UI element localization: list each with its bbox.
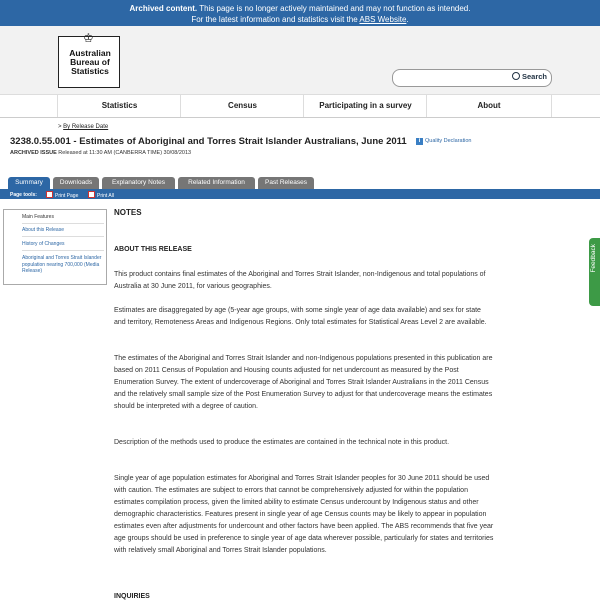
sidebar-divider [22,236,104,237]
inquiries-heading: INQUIRIES [114,593,150,600]
tab-downloads[interactable]: Downloads [53,177,99,189]
tab-summary[interactable]: Summary [8,177,50,189]
breadcrumb-link[interactable]: By Release Date [63,124,109,130]
search-input[interactable] [397,72,511,85]
issue-info [10,150,191,156]
page-tools-label: Page tools: [10,192,37,198]
tab-explanatory-notes[interactable]: Explanatory Notes [102,177,175,189]
sidebar-divider [22,250,104,251]
nav-census[interactable]: Census [180,95,304,117]
paragraph-1: This product contains final estimates of the Aboriginal and Torres Strait Islander, non-Indigenous and total populations of Australia at 30 June 2011, for various geographies. [114,271,486,290]
print-all-button[interactable] [88,191,114,200]
abs-website-link[interactable]: ABS Website [359,15,407,24]
sidebar-divider [22,223,104,224]
crest-icon: ♔ [83,31,94,45]
sidebar-item-history[interactable]: History of Changes [22,241,65,247]
sidebar-item-main-features[interactable]: Main Features [22,214,54,220]
pdf-icon [88,191,95,198]
page-tools-bar [0,191,600,199]
paragraph-5: Single year of age population estimates for Aboriginal and Torres Strait Islander peoples for 30 June 2011 should be used with caution. The estimates are subject to errors that cannot be comprehensively adjusted for within the population estimates compilation process, given the limited ability to estimate Census undercount by Indigenous status and other demographic characteristics. Features present in single year of age Census counts may be likely to appear in population estimates even after adjustments for undercount and other factors have been applied. The ABS recommends that five year age groups should be used in preference to single year of age data wherever possible, particularly for states and territories with relatively small Aboriginal and Torres Strait Islander populations. [114,475,494,554]
banner-line2-prefix: For the latest information and statistics visit the [191,15,360,24]
sidebar [3,209,107,285]
notes-heading: NOTES [114,208,142,217]
search-button[interactable] [512,72,547,81]
breadcrumb-prefix: > [58,124,64,130]
issue-label: ARCHIVED ISSUE [10,150,57,156]
info-icon: i [416,138,423,145]
nav-participating[interactable]: Participating in a survey [303,95,427,117]
site-header [0,26,600,95]
logo-text: Australian Bureau of Statistics [69,48,111,76]
tab-related-information[interactable]: Related Information [178,177,255,189]
tab-past-releases[interactable]: Past Releases [258,177,314,189]
print-icon [46,191,53,198]
paragraph-2: Estimates are disaggregated by age (5-year age groups, with some single year of age data available) and sex for state and territory, Remoteness Areas and Indigenous Regions. Only total estimates for Statistical Areas Level 2 are available. [114,307,487,326]
issue-text: Released at 11:30 AM (CANBERRA TIME) 30/08/2013 [56,150,192,156]
page-title: 3238.0.55.001 - Estimates of Aboriginal and Torres Strait Islander Australians, June 2011 [10,136,407,147]
sidebar-item-media-release[interactable]: Aboriginal and Torres Strait Islander population nearing 700,000 (Media Release) [22,255,102,274]
print-page-label: Print Page [55,193,79,199]
banner-line2-suffix: . [406,15,409,24]
feedback-label: Feedback [590,244,597,273]
print-page-button[interactable] [46,191,78,200]
abs-logo[interactable] [58,31,120,88]
quality-declaration-label: Quality Declaration [425,138,472,144]
search-box [392,69,552,87]
sidebar-item-about-release[interactable]: About this Release [22,227,64,233]
paragraph-3: The estimates of the Aboriginal and Torres Strait Islander and non-Indigenous populations presented in this publication are based on 2011 Census of Population and Housing counts adjusted for net undercount as measured by the Post Enumeration Survey. The extent of undercoverage of Aboriginal and Torres Strait Islander Australians in the 2011 Census and the relatively small sample size of the Post Enumeration Survey to adjust for that undercoverage means the estimates should be interpreted with a degree of caution. [114,355,493,410]
paragraph-4: Description of the methods used to produce the estimates are contained in the technical note in this product. [114,439,450,446]
print-all-label: Print All [97,193,114,199]
archived-banner [0,0,600,26]
nav-about[interactable]: About [426,95,552,117]
quality-declaration-link[interactable] [416,138,471,145]
archived-text: This page is no longer actively maintained and may not function as intended. [197,4,471,13]
archived-label: Archived content. [129,4,198,13]
breadcrumb [58,124,108,130]
search-button-label: Search [521,72,547,81]
about-heading: ABOUT THIS RELEASE [114,246,192,253]
main-nav [0,95,600,118]
search-icon [512,72,520,80]
nav-statistics[interactable]: Statistics [57,95,181,117]
feedback-tab[interactable] [589,238,600,306]
